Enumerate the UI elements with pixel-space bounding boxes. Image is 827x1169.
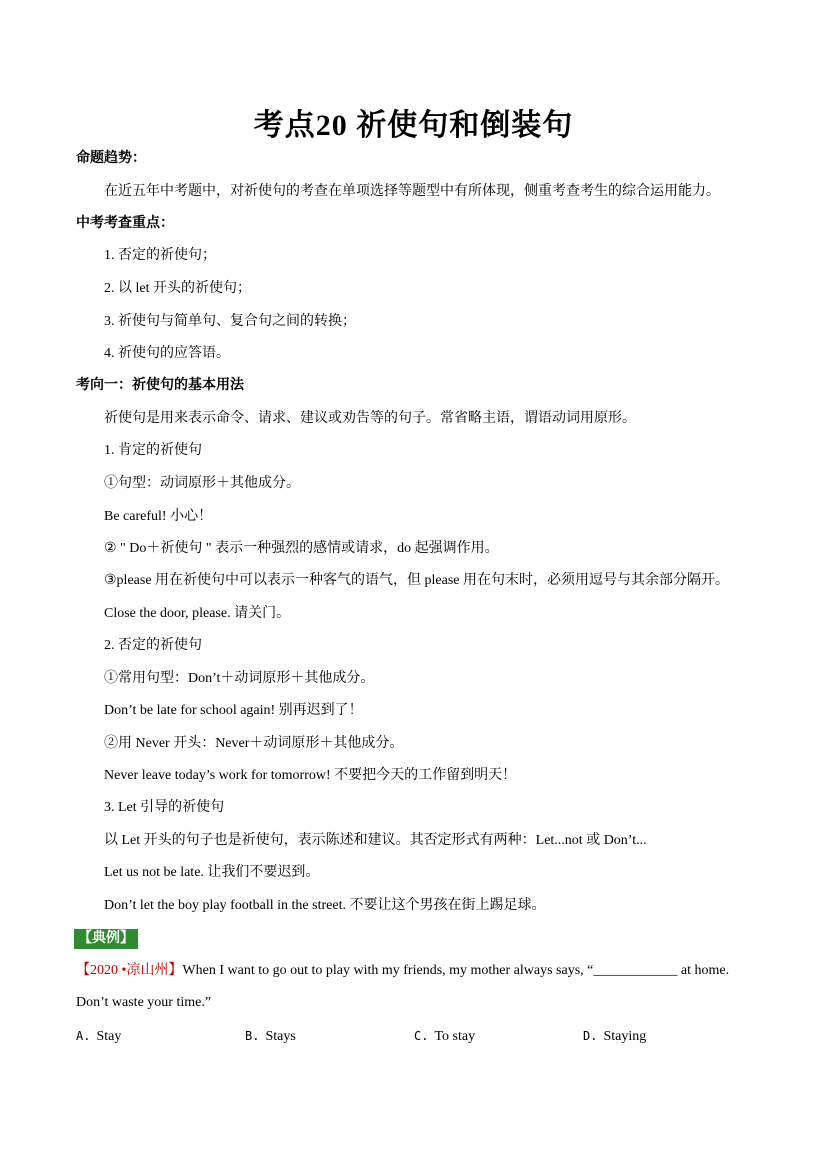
example-question-line1 [76,961,729,981]
example-question-line2: Don’t waste your time.” [76,995,212,1010]
example-source: 【2020 •凉山州】 [76,963,183,978]
page-title: 考点20 祈使句和倒装句 [253,109,574,142]
option-c [414,1026,475,1047]
section1-heading: 考向一：祈使句的基本用法 [76,378,244,393]
option-text: Stays [265,1029,296,1044]
section1-line: 2. 否定的祈使句 [104,638,202,653]
section1-line: 1. 肯定的祈使句 [104,443,202,458]
example-question-text: When I want to go out to play with my friends, my mother always says, “____________ at home. [182,963,730,978]
trend-text: 在近五年中考题中，对祈使句的考查在单项选择等题型中有所体现，侧重考查考生的综合运用能力。 [104,184,720,199]
option-a [76,1026,121,1047]
section1-line: 祈使句是用来表示命令、请求、建议或劝告等的句子。常省略主语，谓语动词用原形。 [104,411,636,426]
section1-line: Never leave today’s work for tomorrow! 不要把今天的工作留到明天！ [104,768,517,783]
focus-heading: 中考考查重点： [76,216,174,231]
section1-line: ③please 用在祈使句中可以表示一种客气的语气，但 please 用在句末时，必须用逗号与其余部分隔开。 [104,573,730,588]
section1-line: Don’t let the boy play football in the street. 不要让这个男孩在街上踢足球。 [104,898,546,913]
option-text: Stay [96,1029,122,1044]
section1-line: ② " Do＋祈使句 " 表示一种强烈的感情或请求，do 起强调作用。 [104,541,499,556]
option-text: To stay [434,1029,476,1044]
section1-line: Be careful! 小心！ [104,509,213,524]
focus-item: 2. 以 let 开头的祈使句； [104,281,251,296]
option-letter: A. [76,1029,91,1043]
section1-line: ②用 Never 开头：Never＋动词原形＋其他成分。 [104,736,404,751]
option-d [583,1026,646,1047]
section1-line: Don’t be late for school again! 别再迟到了！ [104,703,363,718]
trend-heading: 命题趋势： [76,151,146,166]
option-text: Staying [603,1029,647,1044]
focus-item: 1. 否定的祈使句； [104,248,216,263]
option-letter: B. [245,1029,260,1043]
section1-line: Close the door, please. 请关门。 [104,606,291,621]
example-tag: 【典例】 [74,929,138,949]
option-letter: D. [583,1029,598,1043]
section1-line: 3. Let 引导的祈使句 [104,800,225,815]
section1-line: 以 Let 开头的句子也是祈使句，表示陈述和建议。其否定形式有两种：Let...not 或 Don’t... [104,833,647,848]
focus-item: 3. 祈使句与简单句、复合句之间的转换； [104,314,356,329]
section1-line: ①常用句型：Don’t＋动词原形＋其他成分。 [104,671,375,686]
focus-item: 4. 祈使句的应答语。 [104,346,230,361]
section1-line: Let us not be late. 让我们不要迟到。 [104,865,320,880]
option-b [245,1026,296,1047]
option-letter: C. [414,1029,429,1043]
section1-line: ①句型：动词原形＋其他成分。 [104,476,300,491]
